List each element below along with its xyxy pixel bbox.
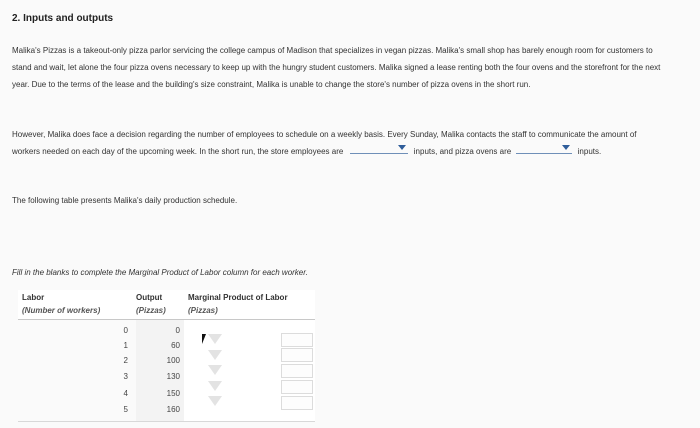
chevron-down-icon [398, 145, 406, 150]
output-header: Output [136, 293, 163, 302]
decision-text-middle: inputs, and pizza ovens are [413, 147, 512, 156]
labor-cell: 5 [123, 405, 128, 414]
decision-text-after: inputs. [577, 147, 602, 156]
instruction-text: Fill in the blanks to complete the Marginal Product of Labor column for each worker. [12, 268, 308, 277]
employees-input-type-dropdown[interactable] [350, 143, 408, 154]
output-cell: 60 [171, 341, 180, 350]
labor-cell: 2 [123, 356, 128, 365]
decision-text-before: However, Malika does face a decision regarding the number of employees to schedule on a weekly basis. Every Sunday, Malika contacts the staff to communicate the amount of workers needed on each day of the upcoming week. In the short run, the store employees are [12, 130, 637, 156]
chevron-down-icon [562, 145, 570, 150]
mpl-header: Marginal Product of Labor [188, 293, 288, 302]
output-subheader: (Pizzas) [136, 306, 166, 315]
scenario-paragraph: Malika's Pizzas is a takeout-only pizza parlor servicing the college campus of Madison that specializes in vegan pizzas. Malika's small shop has barely enough room for customers to stand and wait, let alone the four pizza ovens necessary to keep up with the hungry student customers. Malika signed a lease renting both the four ovens and the storefront for the next year. Due to the terms of the lease and the building's size constraint, Malika is unable to change the store's number of pizza ovens in the short run. [12, 46, 661, 89]
labor-cell: 1 [123, 341, 128, 350]
mpl-row-4-select[interactable] [208, 381, 222, 391]
question-heading: 2. Inputs and outputs [12, 13, 114, 24]
labor-cell: 0 [123, 326, 128, 335]
mpl-subheader: (Pizzas) [188, 306, 218, 315]
mpl-answer-box[interactable] [281, 348, 313, 362]
mpl-answer-box[interactable] [281, 380, 313, 394]
output-cell: 0 [175, 326, 180, 335]
table-intro: The following table presents Malika's daily production schedule. [12, 196, 238, 205]
decision-paragraph [12, 126, 662, 160]
output-cell: 100 [166, 356, 180, 365]
mpl-row-2-select[interactable] [208, 350, 222, 360]
output-cell: 150 [166, 389, 180, 398]
mpl-answer-box[interactable] [281, 364, 313, 378]
mouse-cursor-icon [202, 334, 210, 344]
output-cell: 160 [166, 405, 180, 414]
mpl-row-1-select[interactable] [208, 334, 222, 344]
ovens-input-type-dropdown[interactable] [516, 143, 572, 154]
mpl-answer-box[interactable] [281, 396, 313, 410]
labor-header: Labor [22, 293, 45, 302]
mpl-answer-box[interactable] [281, 333, 313, 347]
mpl-row-5-select[interactable] [208, 396, 222, 406]
table-bottom-border [18, 421, 315, 422]
production-table [18, 290, 315, 422]
labor-subheader: (Number of workers) [22, 306, 101, 315]
labor-cell: 3 [123, 372, 128, 381]
output-cell: 130 [166, 372, 180, 381]
mpl-row-3-select[interactable] [208, 365, 222, 375]
labor-cell: 4 [123, 389, 128, 398]
